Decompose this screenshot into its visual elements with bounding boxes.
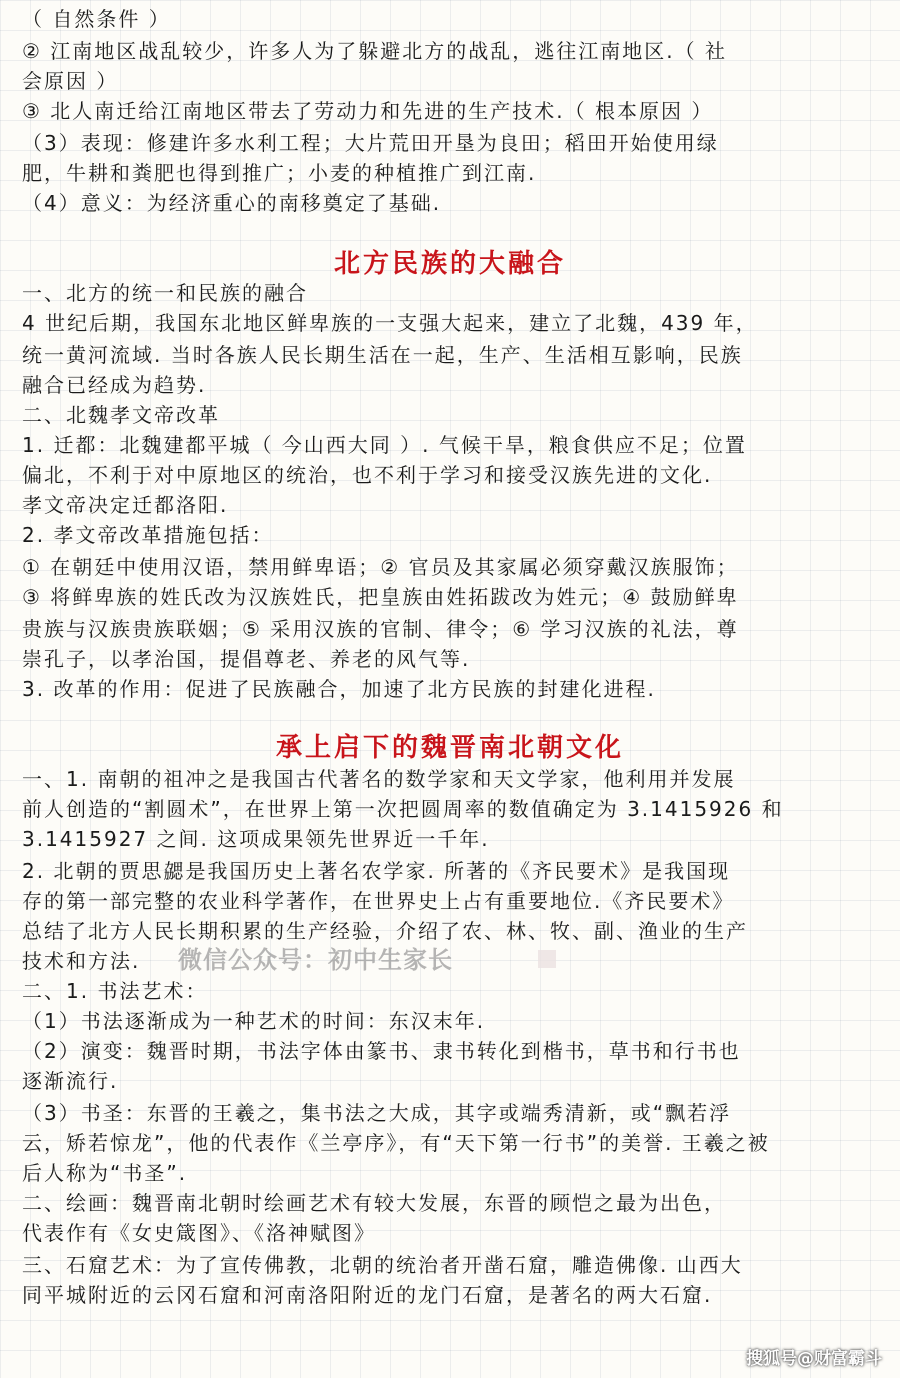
note-line: 技术和方法. (22, 949, 141, 973)
note-line: 同平城附近的云冈石窟和河南洛阳附近的龙门石窟，是著名的两大石窟. (22, 1283, 713, 1307)
note-line: 崇孔子，以孝治国，提倡尊老、养老的风气等. (22, 647, 471, 671)
note-line: （3）表现：修建许多水利工程；大片荒田开垦为良田；稻田开始使用绿 (22, 131, 719, 155)
note-line: 1. 迁都：北魏建都平城（ 今山西大同 ）. 气候干旱，粮食供应不足；位置 (22, 433, 747, 457)
note-line: （3）书圣：东晋的王羲之，集书法之大成，其字或端秀清新，或“飘若浮 (22, 1101, 732, 1125)
note-line: 融合已经成为趋势. (22, 373, 207, 397)
note-line: 统一黄河流域. 当时各族人民长期生活在一起，生产、生活相互影响，民族 (22, 343, 743, 367)
section-title: 承上启下的魏晋南北朝文化 (275, 733, 624, 763)
note-line: 一、1. 南朝的祖冲之是我国古代著名的数学家和天文学家，他利用并发展 (22, 767, 736, 791)
note-line: 逐渐流行. (22, 1069, 119, 1093)
note-line: （1）书法逐渐成为一种艺术的时间：东汉末年. (22, 1009, 486, 1033)
note-line: 肥，牛耕和粪肥也得到推广；小麦的种植推广到江南. (22, 161, 537, 185)
note-line: 4 世纪后期，我国东北地区鲜卑族的一支强大起来，建立了北魏，439 年， (22, 311, 758, 335)
note-line: 3. 改革的作用：促进了民族融合，加速了北方民族的封建化进程. (22, 677, 656, 701)
note-line: 2. 北朝的贾思勰是我国历史上著名农学家. 所著的《齐民要术》是我国现 (22, 859, 731, 883)
note-line: （2）演变：魏晋时期，书法字体由篆书、隶书转化到楷书，草书和行书也 (22, 1039, 741, 1063)
note-line: （ 自然条件 ） (22, 7, 171, 31)
note-line: 三、石窟艺术：为了宣传佛教，北朝的统治者开凿石窟，雕造佛像. 山西大 (22, 1253, 743, 1277)
note-line: 2. 孝文帝改革措施包括： (22, 523, 274, 547)
note-line: 前人创造的“割圆术”，在世界上第一次把圆周率的数值确定为 3.1415926 和 (22, 797, 784, 821)
note-line: ① 在朝廷中使用汉语，禁用鲜卑语；② 官员及其家属必须穿戴汉族服饰； (22, 555, 739, 579)
note-line: ③ 将鲜卑族的姓氏改为汉族姓氏，把皇族由姓拓跋改为姓元；④ 鼓励鲜卑 (22, 585, 739, 609)
note-line: 偏北，不利于对中原地区的统治，也不利于学习和接受汉族先进的文化. (22, 463, 713, 487)
section-title: 北方民族的大融合 (333, 249, 566, 279)
note-line: ③ 北人南迁给江南地区带去了劳动力和先进的生产技术.（ 根本原因 ） (22, 99, 714, 123)
wechat-watermark: 微信公众号：初中生家长 (178, 946, 453, 974)
note-line: ② 江南地区战乱较少，许多人为了躲避北方的战乱，逃往江南地区.（ 社 (22, 39, 728, 63)
note-line: 云，矫若惊龙”，他的代表作《兰亭序》，有“天下第一行书”的美誉. 王羲之被 (22, 1131, 770, 1155)
note-line: 二、北魏孝文帝改革 (22, 403, 220, 427)
note-line: 会原因 ） (22, 69, 119, 93)
note-line: 3.1415927 之间. 这项成果领先世界近一千年. (22, 827, 490, 851)
note-line: 总结了北方人民长期积累的生产经验，介绍了农、林、牧、副、渔业的生产 (22, 919, 748, 943)
note-line: 存的第一部完整的农业科学著作，在世界史上占有重要地位.《齐民要术》 (22, 889, 735, 913)
note-line: 贵族与汉族贵族联姻；⑤ 采用汉族的官制、律令；⑥ 学习汉族的礼法，尊 (22, 617, 739, 641)
note-line: 二、绘画：魏晋南北朝时绘画艺术有较大发展，东晋的顾恺之最为出色， (22, 1191, 726, 1215)
sohu-footer-watermark: 搜狐号@财富霸斗 (746, 1349, 882, 1369)
note-line: 孝文帝决定迁都洛阳. (22, 493, 229, 517)
note-line: 二、1. 书法艺术： (22, 979, 208, 1003)
note-line: 代表作有《女史箴图》、《洛神赋图》 (22, 1221, 376, 1245)
note-line: 一、北方的统一和民族的融合 (22, 281, 308, 305)
note-line: 后人称为“书圣”. (22, 1161, 188, 1185)
note-line: （4）意义：为经济重心的南移奠定了基础. (22, 191, 442, 215)
watermark-mark (538, 950, 556, 968)
